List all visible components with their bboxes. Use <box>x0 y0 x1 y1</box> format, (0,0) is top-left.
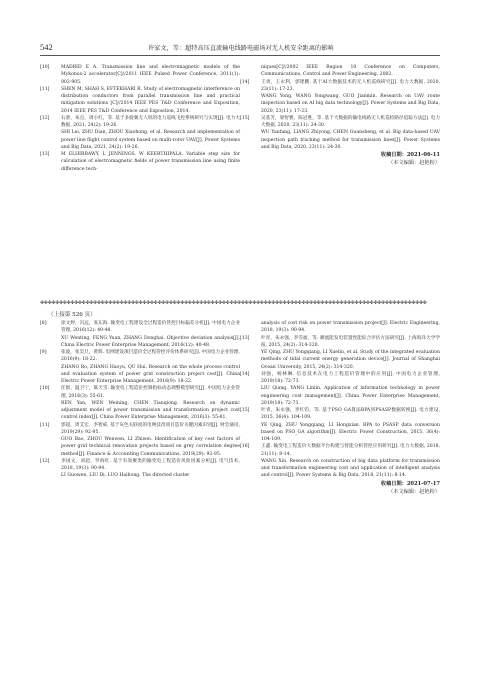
reference-text: YE Qing, ZHU Yongqiang, LI Xuelin, et al. Study of the integrated evaluation methods of tidal current energy generation device[J]. Journal of Shanghai Ocean University, 2015, 24(2): 314-320. <box>261 350 440 370</box>
reference-entry <box>240 458 440 480</box>
reference-entry <box>240 443 440 458</box>
reference-entry <box>40 129 240 151</box>
reference-text: ZHANG Bo, ZHANG Haoyu, QU Hui. Research on the whole process control and evaluation system of power grid construction project cost[J]. China Electric Power Enterprise Management, 2016(9): 18-22. <box>61 364 240 384</box>
reference-number: [13] <box>40 152 50 157</box>
received-date: 收稿日期：2021-06-11 <box>380 152 440 158</box>
reference-entry <box>40 320 240 335</box>
references-bottom-left <box>40 320 240 480</box>
reference-text: 刘强，杨林琳. 信息技术在电力工程造价管理中的应用[J]. 中国电力企业管理, 2019(18): 72-73. <box>261 371 440 384</box>
reference-number: [12] <box>40 458 50 464</box>
references-top-left <box>40 64 240 173</box>
editor-credit: （本文编辑：赵艳粉） <box>388 160 440 166</box>
reference-entry <box>240 422 440 444</box>
reference-number: [12] <box>40 115 50 121</box>
reference-number: [15] <box>240 115 250 121</box>
reference-entry <box>240 320 440 335</box>
reference-entry <box>40 436 240 458</box>
reference-number: [11] <box>40 422 50 428</box>
reference-entry <box>40 335 240 350</box>
reference-text: analysis of cost risk on power transmission project[J]. Electric Engineering, 2018, 19(3): 90-94. <box>261 321 440 334</box>
reference-text: 叶青，朱永强，李雪福，等. 潮流能发电装置性能综合评估方法研究[J]. 上海海洋大学学报, 2015, 24(2): 314-320. <box>261 335 440 348</box>
reference-text: 吴基芳，梁智雅，陈冠胜，等. 基于大数据的输电线路无人机巡检路径追踪方法[J]. 电力大数据, 2020, 23(11): 24-30. <box>261 115 440 128</box>
reference-number: [11] <box>40 86 50 92</box>
reference-text: 徐文婷，冯远，张东海. 输变电工程建设全过程造价管控目标偏差分析[J]. 中国电力企业管理, 2016(12): 40-48. <box>61 321 240 334</box>
reference-number: [14] <box>240 79 250 85</box>
reference-text: M ELHIRBAWY, L JENNINGS, W KEERTHIPALA. Variable step size for calculation of electromagnetic fields of power transmission line using finite difference tech- <box>61 152 240 172</box>
reference-entry <box>40 472 240 479</box>
reference-text: 王鑫. 输变电工程造价大数据平台构建与智能分析管控应用研究[J]. 电力大数据, 2018, 21(11): 8-14. <box>261 444 440 457</box>
reference-text: 王勇，王永利，郭建鹏. 基于AI大数据技术的无人机巡线研究[J]. 电力大数据, 2020, 23(11): 17-23. <box>261 79 440 92</box>
reference-number: [9] <box>40 350 47 355</box>
reference-entry <box>40 86 240 115</box>
reference-text: niques[C]//2002 IEEE Region 10 Conference on Computers, Communications, Control and Power Engineering, 2002. <box>261 65 440 78</box>
reference-number: [14] <box>240 371 250 377</box>
reference-entry <box>40 364 240 386</box>
received-date: 收稿日期：2021-07-17 <box>380 480 440 487</box>
reference-entry <box>240 64 440 79</box>
reference-entry <box>240 335 440 350</box>
reference-text: GUO Bao, ZHOU Wenwen, LI Zhiwei. Identification of key cost factors of power grid technical renovation projects based on grey correlation degree method[J]. Finance & Accounting Communications, 2019(29): 92-95. <box>61 437 240 457</box>
reference-entry <box>240 93 440 115</box>
reference-entry <box>40 349 240 364</box>
reference-entry <box>40 422 240 437</box>
reference-number: [10] <box>40 65 50 70</box>
reference-number: [8] <box>40 321 47 326</box>
reference-number: [10] <box>40 386 50 392</box>
reference-number: [13] <box>240 335 250 341</box>
reference-text: YE Qing, ZHU Yongqiang, LI Hongxian. BPA to PSASP data conversion based on PSO_GA algorithm[J]. Electric Power Construction, 2015, 36(4): 104-109. <box>261 422 440 442</box>
reference-number: [16] <box>240 444 250 450</box>
reference-entry <box>40 64 240 86</box>
reference-text: LI Guowen, LIU Di, LUO Haihong. The directed cluster <box>61 473 190 479</box>
reference-entry <box>240 129 440 151</box>
reference-text: XU Wenting, FENG Yuan, ZHANG Donghai. Objective deviation analysis[J]. China Electric Power Enterprise Management, 2016(12): 40-48. <box>61 335 240 348</box>
reference-text: 石蕾，朱点，周小红，等. 基于多旋翼无人机的电力巡线飞控系统研究与实现[J]. 电力大数据, 2021, 24(2): 19-26. <box>61 115 240 128</box>
reference-text: WANG Yong, WANG Yongwang, GUO Jianmin. Research on UAV route inspection based on AI big data technology[J]. Power Systems and Big Data, 2020, 23(11): 17-23. <box>261 94 440 114</box>
reference-text: 叶青，朱永强，李红钧，等. 基于PSO_GA算法BPA到PSASP数据转换[J]. 电力建设, 2015, 36(4): 104-109. <box>261 408 440 421</box>
reference-text: SHI Lei, ZHU Dian, ZHOU Xiaohong, et al. Research and implementation of power line flight control system based on multi-rotor UAV[J]. Power Systems and Big Data, 2021, 24(2): 19-26. <box>61 130 240 150</box>
reference-entry <box>240 115 440 130</box>
page-header <box>40 41 440 56</box>
reference-text: SHEN M, SHAH S, EFTEKHARI R. Study of electromagnetic interference on distribution conductors from parallel transmission line and practical mitigation solutions [C]//2014 IEEE PES T&D Conference and Exposition, 2014 IEEE PES T&D Conference and Exposition, 2014. <box>61 86 240 114</box>
reference-text: 李国文，刘超，罗海红. 基于有效聚类的输变电工程造价风险因素分析[J]. 电气技术, 2018, 19(3): 90-94. <box>61 458 240 471</box>
reference-text: MADRID E A. Transmission line and electromagnetic models of the Mykonos-2 accelerator[C]//2011 IEEE Pulsed Power Conference, 2011(1): 902-905. <box>61 65 240 85</box>
references-bottom-right <box>240 320 440 496</box>
editor-credit: （本文编辑：赵艳粉） <box>388 488 440 495</box>
reference-text: 任群，温卫宁，陈天雪. 输变电工程造价控制指标动态调整模型研究[J]. 中国电力企业管理, 2016(3): 55-61. <box>61 386 240 399</box>
reference-number: [15] <box>240 408 250 413</box>
reference-text: 张波，张昊旦，黄辉. 电网建设项目造价全过程管控评价体系研究[J]. 中国电力企业管理, 2016(9): 18-22. <box>61 350 240 363</box>
reference-text: LIU Qiang, YANG Linlin. Application of information technology in power engineering cost management[J]. China Power Enterprise Management, 2019(18): 72-73. <box>261 386 440 406</box>
reference-text: WANG Xin. Research on construction of big data platform for transmission and transformation engineering cost and application of intelligent analysis and control[J]. Power Systems & Big Data, 2018, 21(11): 8-14. <box>261 458 440 479</box>
references-top-right <box>240 64 440 167</box>
reference-entry <box>240 407 440 422</box>
section-divider: ✤✤✤✤✤✤✤✤✤✤✤✤✤✤✤✤✤✤✤✤✤✤✤✤✤✤✤✤✤✤✤✤✤✤✤✤✤✤✤✤✤✤✤✤✤✤✤✤✤✤✤✤✤✤✤✤✤✤✤✤✤✤✤✤✤✤✤✤✤✤✤✤✤✤✤✤✤✤✤✤✤✤✤✤✤✤✤✤✤✤✤✤✤✤✤✤✤✤✤✤✤✤ <box>40 300 427 306</box>
reference-entry <box>40 115 240 130</box>
reference-text: WU Yanfang, LIANG Zhiyong, CHEN Guansheng, et al. Big data-based UAV inspection path tracking method for transmission lines[J]. Power Systems and Big Data, 2020, 23(11): 24-30. <box>261 130 440 150</box>
reference-entry <box>240 79 440 94</box>
reference-entry <box>40 400 240 422</box>
continued-from-label: （上接第 526 页） <box>48 312 96 318</box>
reference-entry <box>240 385 440 407</box>
reference-text: 郭超，周艾宏，李智威. 基于灰色关联度的电网技改项目造价关键因素识别[J]. 财会通讯, 2019(29): 92-95. <box>61 422 240 435</box>
reference-entry <box>240 349 440 371</box>
running-title: 许家文，等：超特高压直流输电线路电磁场对无人机安全距离的影响 <box>148 45 334 52</box>
reference-entry <box>40 458 240 473</box>
page-number: 542 <box>40 42 53 52</box>
reference-entry <box>40 385 240 400</box>
reference-text: REN Yan, WEN Weining, CHEN Tianqiong. Research on dynamic adjustment model of power transmission and transformation project cost control index[J]. China Power Enterprise Management, 2016(3): 55-61. <box>61 400 240 421</box>
reference-entry <box>240 371 440 386</box>
reference-entry <box>40 151 240 173</box>
